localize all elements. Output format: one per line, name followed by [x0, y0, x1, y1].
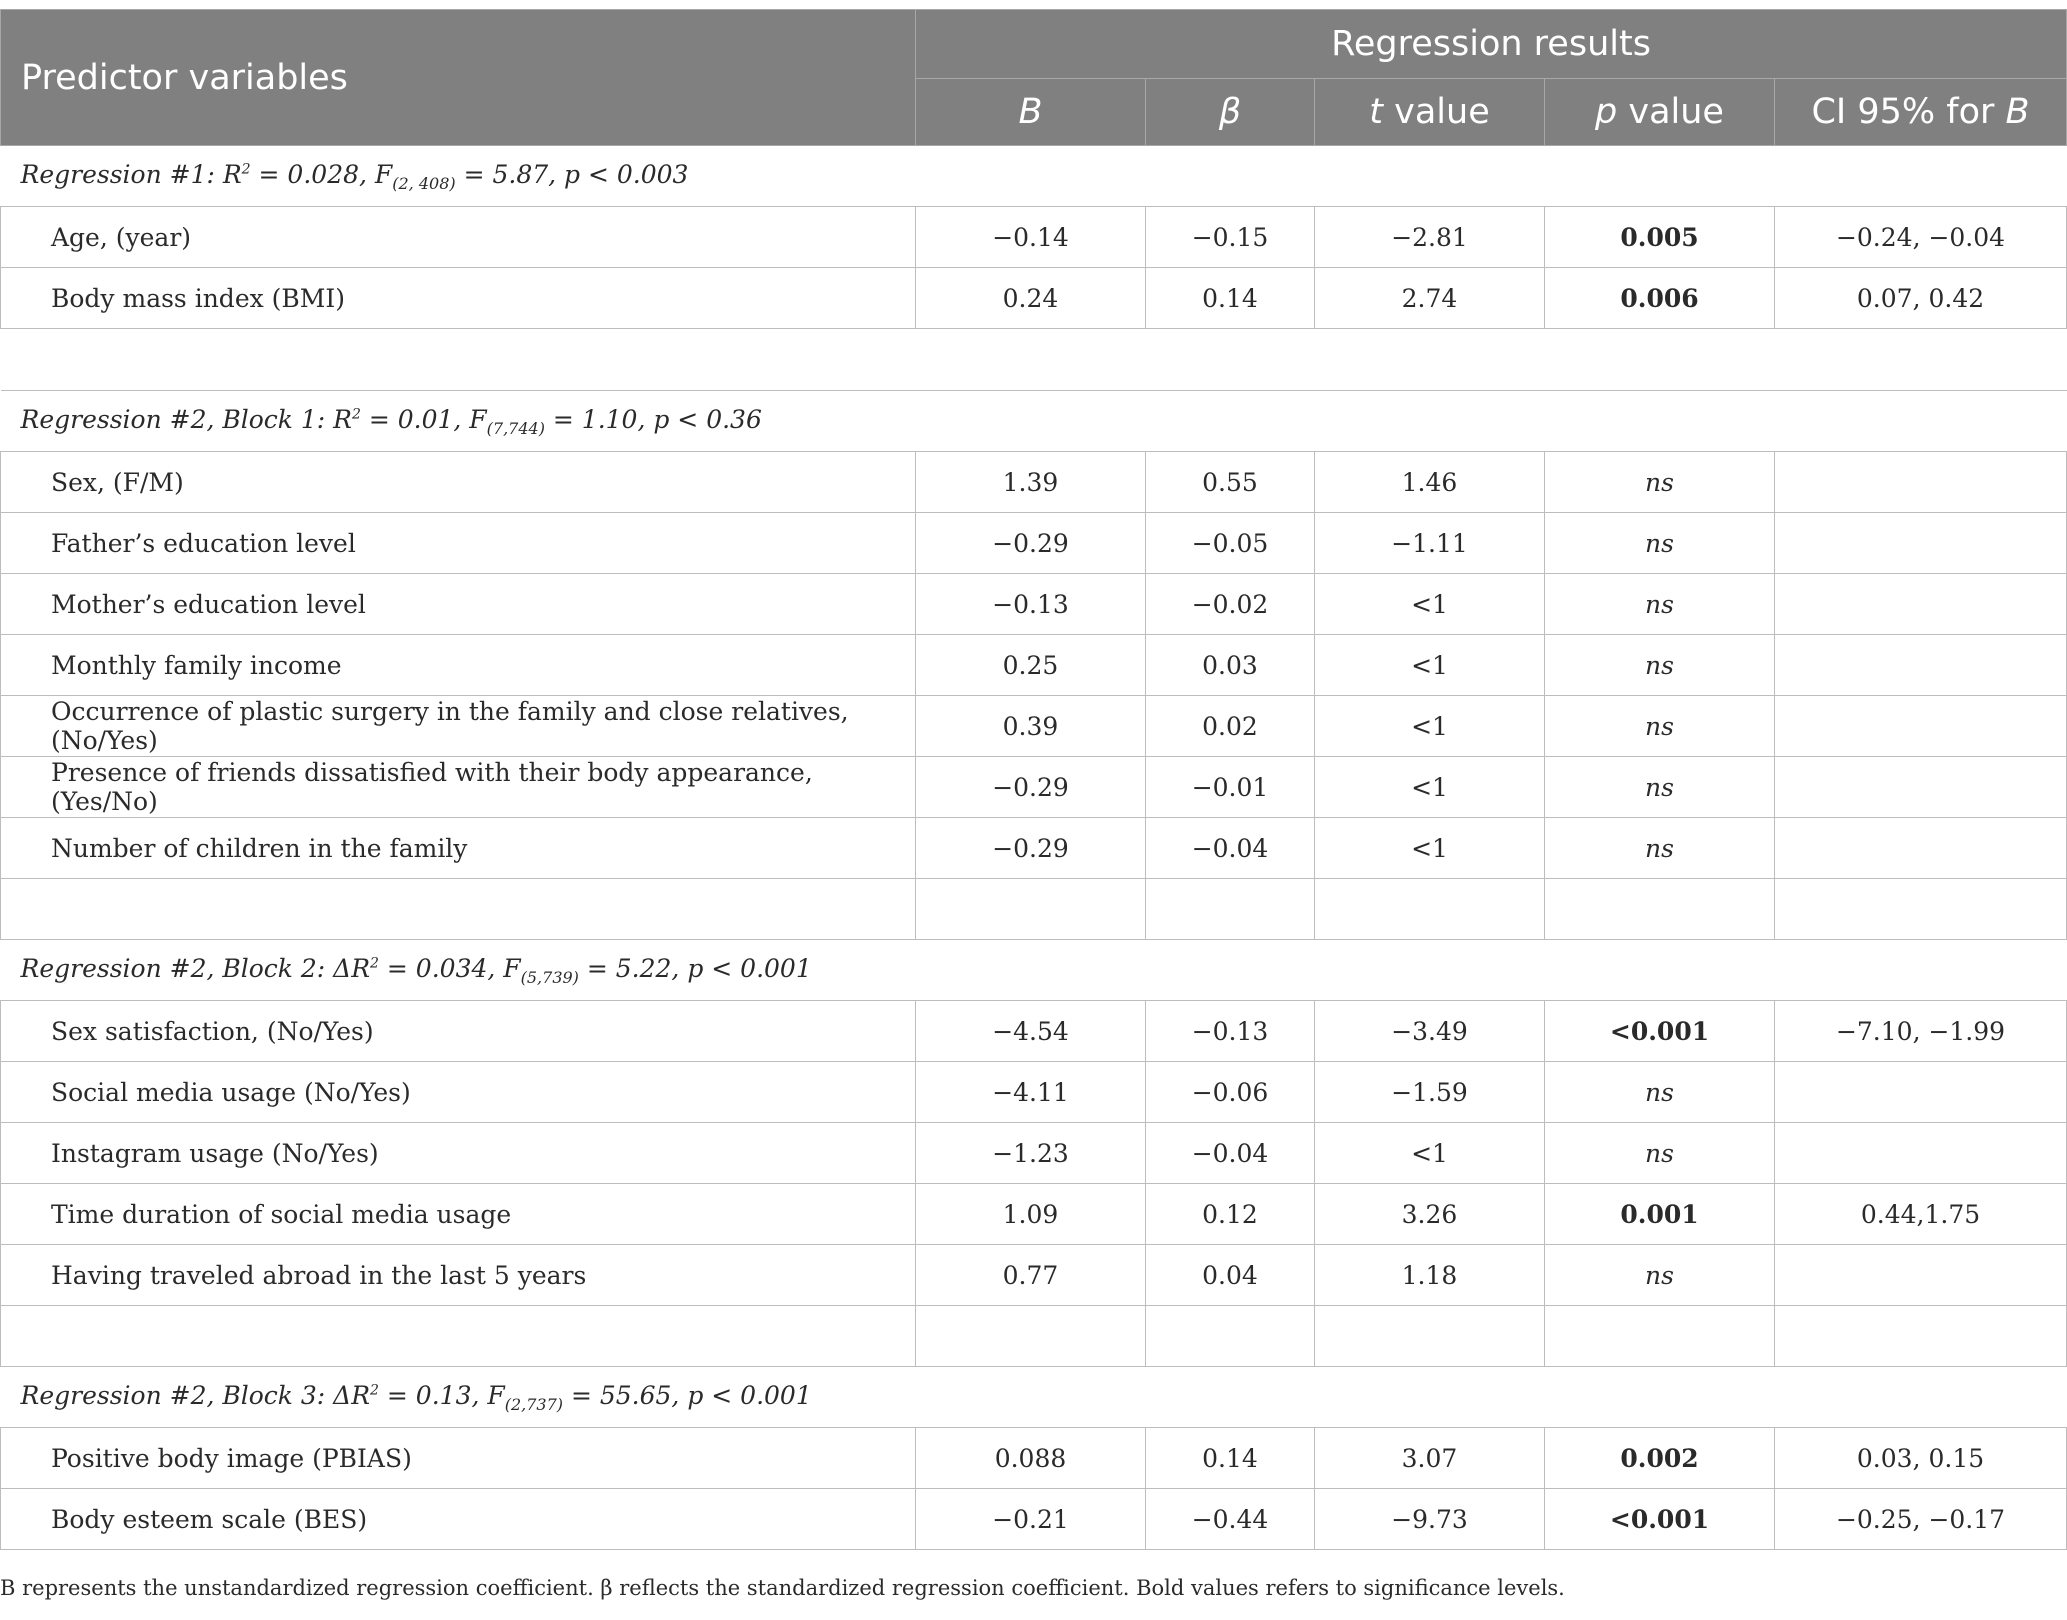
table-row — [1, 1062, 2067, 1123]
beta-cell: −0.02 — [1146, 574, 1315, 635]
p-cell: ns — [1545, 1062, 1775, 1123]
table-header — [1, 10, 2067, 146]
ci-cell — [1775, 696, 2067, 757]
variable-cell: Age, (year) — [1, 207, 916, 268]
spacer-row — [1, 1306, 2067, 1367]
spacer-cell — [1315, 879, 1545, 940]
t-cell: 1.46 — [1315, 452, 1545, 513]
beta-cell: −0.44 — [1146, 1489, 1315, 1550]
ci-cell: −7.10, −1.99 — [1775, 1001, 2067, 1062]
b-cell: −4.11 — [916, 1062, 1146, 1123]
p-cell: 0.005 — [1545, 207, 1775, 268]
variable-cell: Number of children in the family — [1, 818, 916, 879]
table-row — [1, 1245, 2067, 1306]
ci-cell: −0.24, −0.04 — [1775, 207, 2067, 268]
p-cell: ns — [1545, 452, 1775, 513]
b-cell: 0.088 — [916, 1428, 1146, 1489]
regression-results-header: Regression results — [916, 10, 2067, 79]
variable-cell: Having traveled abroad in the last 5 years — [1, 1245, 916, 1306]
ci-cell — [1775, 757, 2067, 818]
ci-cell — [1775, 1062, 2067, 1123]
t-cell: 2.74 — [1315, 268, 1545, 329]
table-row — [1, 757, 2067, 818]
col-header-ci: CI 95% for B — [1775, 79, 2067, 146]
t-cell: 1.18 — [1315, 1245, 1545, 1306]
b-cell: −0.29 — [916, 818, 1146, 879]
spacer-cell — [1146, 1306, 1315, 1367]
p-cell: 0.002 — [1545, 1428, 1775, 1489]
ci-cell — [1775, 452, 2067, 513]
variable-cell: Positive body image (PBIAS) — [1, 1428, 916, 1489]
variable-cell: Presence of friends dissatisfied with their body appearance, (Yes/No) — [1, 757, 916, 818]
b-cell: −0.14 — [916, 207, 1146, 268]
spacer-cell — [1775, 1306, 2067, 1367]
beta-cell: −0.15 — [1146, 207, 1315, 268]
variable-cell: Occurrence of plastic surgery in the family and close relatives, (No/Yes) — [1, 696, 916, 757]
regression-table — [0, 9, 2067, 1550]
b-cell: 1.39 — [916, 452, 1146, 513]
t-cell: −9.73 — [1315, 1489, 1545, 1550]
ci-cell — [1775, 1123, 2067, 1184]
spacer-cell — [1545, 879, 1775, 940]
b-cell: −0.29 — [916, 757, 1146, 818]
table-row — [1, 452, 2067, 513]
spacer-row — [1, 329, 2067, 391]
spacer-cell — [1, 879, 916, 940]
spacer-cell — [1545, 1306, 1775, 1367]
t-cell: <1 — [1315, 574, 1545, 635]
ci-cell — [1775, 513, 2067, 574]
t-cell: 3.07 — [1315, 1428, 1545, 1489]
b-cell: −0.21 — [916, 1489, 1146, 1550]
beta-cell: −0.05 — [1146, 513, 1315, 574]
beta-cell: 0.14 — [1146, 268, 1315, 329]
p-cell: <0.001 — [1545, 1489, 1775, 1550]
variable-cell: Body mass index (BMI) — [1, 268, 916, 329]
t-cell: <1 — [1315, 635, 1545, 696]
ci-cell: 0.07, 0.42 — [1775, 268, 2067, 329]
t-cell: <1 — [1315, 1123, 1545, 1184]
p-cell: ns — [1545, 1245, 1775, 1306]
spacer-cell — [1, 1306, 916, 1367]
b-cell: 1.09 — [916, 1184, 1146, 1245]
col-header-b: B — [916, 79, 1146, 146]
table-row — [1, 207, 2067, 268]
ci-cell — [1775, 818, 2067, 879]
variable-cell: Social media usage (No/Yes) — [1, 1062, 916, 1123]
predictor-header: Predictor variables — [1, 10, 916, 146]
t-cell: <1 — [1315, 757, 1545, 818]
variable-cell: Sex, (F/M) — [1, 452, 916, 513]
spacer-cell — [1315, 1306, 1545, 1367]
p-cell: ns — [1545, 696, 1775, 757]
b-cell: −0.13 — [916, 574, 1146, 635]
variable-cell: Instagram usage (No/Yes) — [1, 1123, 916, 1184]
ci-cell — [1775, 574, 2067, 635]
table-row — [1, 1489, 2067, 1550]
table-row — [1, 696, 2067, 757]
variable-cell: Mother’s education level — [1, 574, 916, 635]
section-title: Regression #2, Block 1: $R^2 = 0.01$, $F_{(7,744)} = 1.10$, p < 0.36 — [1, 391, 2067, 452]
table-row — [1, 1184, 2067, 1245]
ci-cell: −0.25, −0.17 — [1775, 1489, 2067, 1550]
variable-cell: Time duration of social media usage — [1, 1184, 916, 1245]
ci-cell: 0.44,1.75 — [1775, 1184, 2067, 1245]
t-cell: −3.49 — [1315, 1001, 1545, 1062]
p-cell: ns — [1545, 513, 1775, 574]
beta-cell: 0.55 — [1146, 452, 1315, 513]
t-cell: <1 — [1315, 696, 1545, 757]
col-header-t: t value — [1315, 79, 1545, 146]
spacer-row — [1, 879, 2067, 940]
table-row — [1, 1428, 2067, 1489]
t-cell: <1 — [1315, 818, 1545, 879]
variable-cell: Monthly family income — [1, 635, 916, 696]
t-cell: −1.11 — [1315, 513, 1545, 574]
b-cell: 0.39 — [916, 696, 1146, 757]
beta-cell: 0.12 — [1146, 1184, 1315, 1245]
p-cell: ns — [1545, 818, 1775, 879]
t-cell: −1.59 — [1315, 1062, 1545, 1123]
beta-cell: 0.03 — [1146, 635, 1315, 696]
beta-cell: −0.04 — [1146, 1123, 1315, 1184]
table-body — [1, 146, 2067, 1550]
spacer-cell — [1775, 879, 2067, 940]
p-cell: 0.001 — [1545, 1184, 1775, 1245]
table-row — [1, 1123, 2067, 1184]
spacer-cell — [916, 879, 1146, 940]
spacer-cell — [1, 329, 2067, 391]
beta-cell: 0.04 — [1146, 1245, 1315, 1306]
table-row — [1, 1001, 2067, 1062]
p-cell: 0.006 — [1545, 268, 1775, 329]
beta-cell: −0.04 — [1146, 818, 1315, 879]
variable-cell: Sex satisfaction, (No/Yes) — [1, 1001, 916, 1062]
ci-cell — [1775, 1245, 2067, 1306]
p-cell: ns — [1545, 1123, 1775, 1184]
b-cell: 0.24 — [916, 268, 1146, 329]
beta-cell: 0.02 — [1146, 696, 1315, 757]
ci-cell — [1775, 635, 2067, 696]
spacer-cell — [1146, 879, 1315, 940]
section-title: Regression #2, Block 3: $\Delta R^2 = 0.13$, $F_{(2,737)} = 55.65$, p < 0.001 — [1, 1367, 2067, 1428]
b-cell: 0.25 — [916, 635, 1146, 696]
b-cell: −0.29 — [916, 513, 1146, 574]
table-row — [1, 574, 2067, 635]
beta-cell: −0.13 — [1146, 1001, 1315, 1062]
table-row — [1, 268, 2067, 329]
beta-cell: −0.01 — [1146, 757, 1315, 818]
b-cell: −1.23 — [916, 1123, 1146, 1184]
variable-cell: Body esteem scale (BES) — [1, 1489, 916, 1550]
variable-cell: Father’s education level — [1, 513, 916, 574]
section-title: Regression #1: $R^2 = 0.028$, $F_{(2, 408)} = 5.87$, p < 0.003 — [1, 146, 2067, 207]
p-cell: ns — [1545, 574, 1775, 635]
b-cell: 0.77 — [916, 1245, 1146, 1306]
t-cell: −2.81 — [1315, 207, 1545, 268]
table-row — [1, 513, 2067, 574]
col-header-beta: β — [1146, 79, 1315, 146]
p-cell: <0.001 — [1545, 1001, 1775, 1062]
table-row — [1, 818, 2067, 879]
b-cell: −4.54 — [916, 1001, 1146, 1062]
beta-cell: 0.14 — [1146, 1428, 1315, 1489]
p-cell: ns — [1545, 757, 1775, 818]
table-row — [1, 635, 2067, 696]
section-title: Regression #2, Block 2: $\Delta R^2 = 0.034$, $F_{(5,739)} = 5.22$, p < 0.001 — [1, 940, 2067, 1001]
p-cell: ns — [1545, 635, 1775, 696]
t-cell: 3.26 — [1315, 1184, 1545, 1245]
col-header-p: p value — [1545, 79, 1775, 146]
spacer-cell — [916, 1306, 1146, 1367]
ci-cell: 0.03, 0.15 — [1775, 1428, 2067, 1489]
table-footnote: B represents the unstandardized regression coefficient. β reflects the standardized regression coefficient. Bold values refers to significance levels. — [0, 1576, 1565, 1600]
beta-cell: −0.06 — [1146, 1062, 1315, 1123]
